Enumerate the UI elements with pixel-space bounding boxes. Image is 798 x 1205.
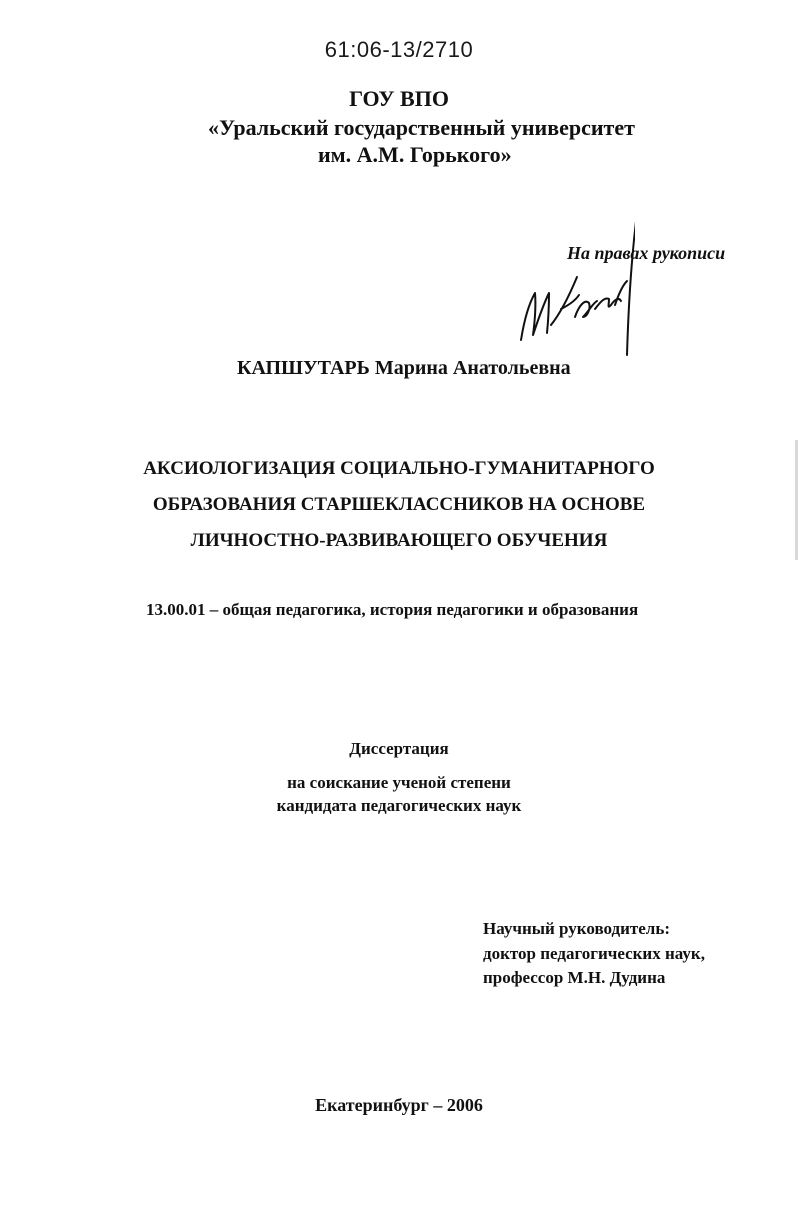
degree-line1: на соискание ученой степени — [287, 773, 511, 792]
author-signature — [505, 205, 635, 360]
author-given-names: Марина Анатольевна — [374, 357, 571, 379]
organization-name-line2: им. А.М. Горького» — [318, 142, 512, 167]
dissertation-title-line3: ЛИЧНОСТНО-РАЗВИВАЮЩЕГО ОБУЧЕНИЯ — [190, 530, 608, 551]
city-year: Екатеринбург – 2006 — [315, 1095, 483, 1115]
catalog-code: 61:06-13/2710 — [324, 37, 474, 62]
supervisor-label: Научный руководитель: — [483, 919, 670, 938]
author-name — [237, 357, 571, 380]
document-type: Диссертация — [349, 739, 449, 758]
organization-name-line1: «Уральский государственный университет — [208, 115, 635, 140]
supervisor-degree: доктор педагогических наук, — [483, 944, 705, 963]
organization-abbreviation: ГОУ ВПО — [349, 86, 449, 111]
supervisor-name: профессор М.Н. Дудина — [483, 968, 666, 987]
manuscript-note: На правах рукописи — [567, 243, 726, 263]
specialty-code: 13.00.01 – общая педагогика, история педагогики и образования — [146, 600, 639, 619]
author-surname: КАПШУТАРЬ — [237, 357, 370, 379]
dissertation-title-line2: ОБРАЗОВАНИЯ СТАРШЕКЛАССНИКОВ НА ОСНОВЕ — [152, 494, 646, 515]
dissertation-title-line1: АКСИОЛОГИЗАЦИЯ СОЦИАЛЬНО-ГУМАНИТАРНОГО — [143, 458, 655, 479]
degree-line2: кандидата педагогических наук — [276, 796, 522, 815]
